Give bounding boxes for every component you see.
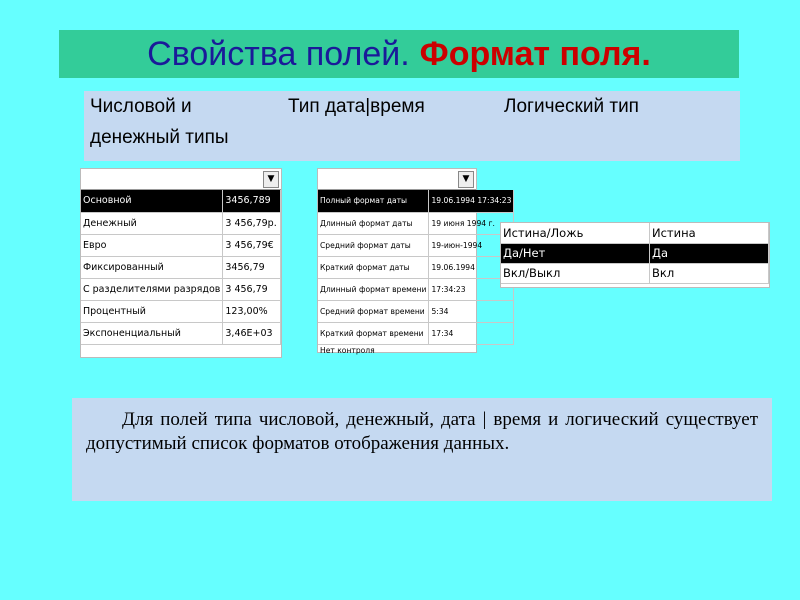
format-example: 19.06.1994 17:34:23 xyxy=(429,190,514,212)
format-example: 123,00% xyxy=(223,300,281,322)
datetime-type-label: Тип дата|время xyxy=(288,96,425,117)
format-name: Экспоненциальный xyxy=(81,322,223,344)
format-name: Евро xyxy=(81,234,223,256)
chevron-down-icon[interactable]: ▼ xyxy=(458,171,474,188)
types-panel xyxy=(84,91,740,161)
format-row[interactable] xyxy=(318,212,514,234)
format-row[interactable] xyxy=(318,234,514,256)
format-row[interactable] xyxy=(81,256,281,278)
numeric-type-label-line2: денежный типы xyxy=(90,127,229,148)
format-example: 17:34 xyxy=(429,322,514,344)
format-name: С разделителями разрядов xyxy=(81,278,223,300)
format-row[interactable] xyxy=(501,223,769,243)
format-row[interactable] xyxy=(81,212,281,234)
format-example: 3 456,79€ xyxy=(223,234,281,256)
format-row[interactable] xyxy=(318,278,514,300)
format-row[interactable] xyxy=(81,190,281,212)
format-name: Краткий формат времени xyxy=(318,322,429,344)
numeric-formats-table xyxy=(81,190,281,345)
description-panel xyxy=(72,398,772,501)
format-name: Краткий формат даты xyxy=(318,256,429,278)
numeric-type-label-line1: Числовой и xyxy=(90,96,192,117)
format-example: 3456,789 xyxy=(223,190,281,212)
format-name: Длинный формат времени xyxy=(318,278,429,300)
format-name: Средний формат времени xyxy=(318,300,429,322)
format-example: Истина xyxy=(650,223,769,243)
description-text: Для полей типа числовой, денежный, дата | время и логический существует допустимый список форматов отображения данных. xyxy=(86,409,758,454)
format-name: Денежный xyxy=(81,212,223,234)
format-example: 3 456,79 xyxy=(223,278,281,300)
format-example: 3,46E+03 xyxy=(223,322,281,344)
format-name: Основной xyxy=(81,190,223,212)
format-name: Длинный формат даты xyxy=(318,212,429,234)
date-formats-table xyxy=(318,190,514,345)
format-row[interactable] xyxy=(81,234,281,256)
format-name: Процентный xyxy=(81,300,223,322)
format-example: Да xyxy=(650,243,769,263)
logical-formats-list xyxy=(500,222,770,288)
format-example: Вкл xyxy=(650,263,769,283)
logical-formats-table xyxy=(501,223,769,284)
date-formats-footer: Нет контроля xyxy=(320,345,375,355)
slide-title xyxy=(59,30,739,78)
format-row[interactable] xyxy=(81,322,281,344)
format-example: 5:34 xyxy=(429,300,514,322)
date-format-combo[interactable] xyxy=(318,169,476,190)
format-name: Вкл/Выкл xyxy=(501,263,650,283)
format-example: 3 456,79р. xyxy=(223,212,281,234)
format-row[interactable] xyxy=(501,243,769,263)
format-example: 3456,79 xyxy=(223,256,281,278)
title-main: Свойства полей. xyxy=(147,34,410,73)
format-name: Истина/Ложь xyxy=(501,223,650,243)
format-row[interactable] xyxy=(81,278,281,300)
numeric-formats-list xyxy=(80,168,282,358)
numeric-format-combo[interactable] xyxy=(81,169,281,190)
format-row[interactable] xyxy=(318,322,514,344)
title-accent: Формат поля. xyxy=(419,34,651,73)
format-example: 17:34:23 xyxy=(429,278,514,300)
format-row[interactable] xyxy=(501,263,769,283)
format-example: 19-июн-1994 xyxy=(429,234,514,256)
format-name: Фиксированный xyxy=(81,256,223,278)
format-name: Да/Нет xyxy=(501,243,650,263)
logical-type-label: Логический тип xyxy=(504,96,639,117)
format-row[interactable] xyxy=(318,190,514,212)
format-example: 19 июня 1994 г. xyxy=(429,212,514,234)
format-row[interactable] xyxy=(318,300,514,322)
format-name: Средний формат даты xyxy=(318,234,429,256)
format-name: Полный формат даты xyxy=(318,190,429,212)
chevron-down-icon[interactable]: ▼ xyxy=(263,171,279,188)
date-formats-list xyxy=(317,168,512,355)
format-example: 19.06.1994 xyxy=(429,256,514,278)
format-row[interactable] xyxy=(318,256,514,278)
format-row[interactable] xyxy=(81,300,281,322)
